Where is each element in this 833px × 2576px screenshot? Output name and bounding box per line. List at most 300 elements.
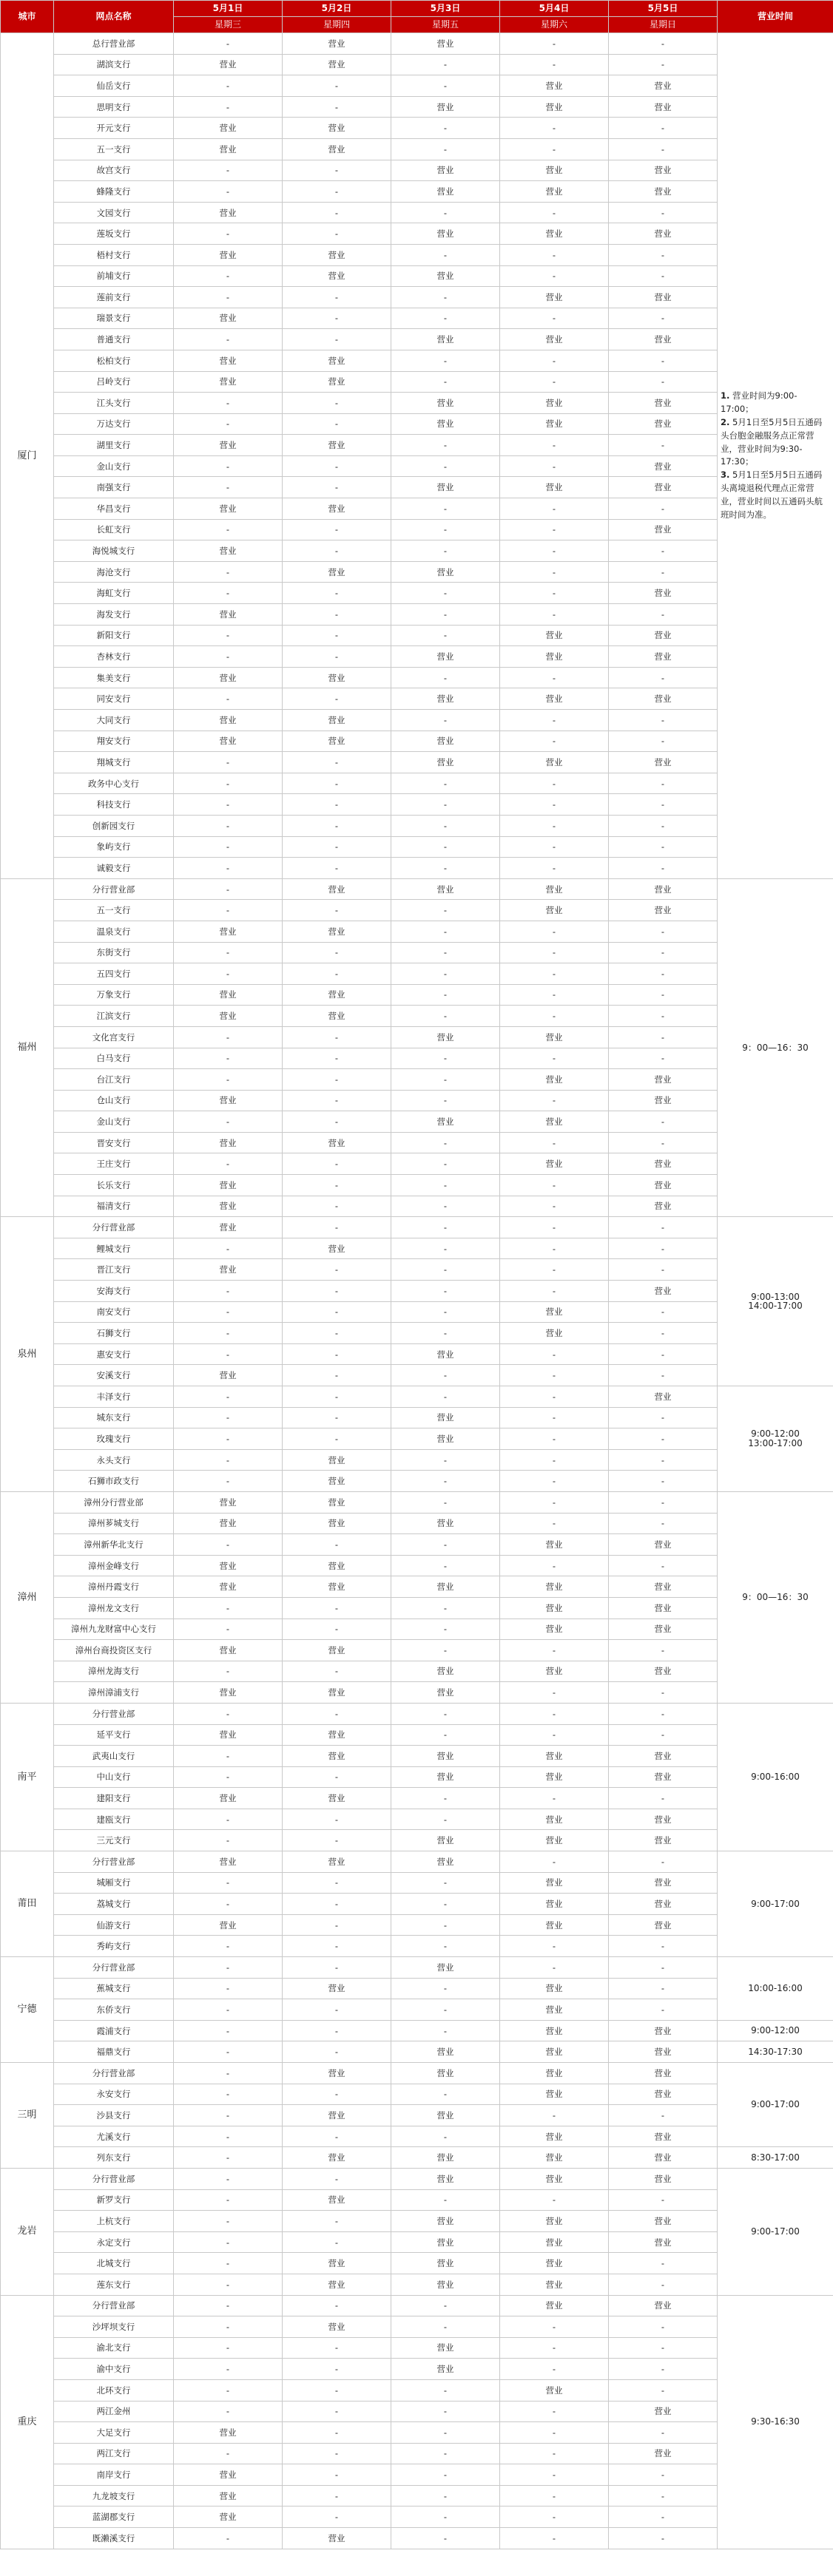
day-status-cell: - xyxy=(391,1365,500,1386)
table-row xyxy=(1,2253,833,2274)
day-status-cell: - xyxy=(609,1132,718,1153)
branch-name-cell: 思明支行 xyxy=(54,96,174,118)
day-status-cell: - xyxy=(609,1217,718,1238)
day-status-cell: 营业 xyxy=(174,984,283,1006)
day-status-cell: 营业 xyxy=(283,2105,391,2126)
table-row xyxy=(1,1851,833,1873)
city-cell: 漳州 xyxy=(1,1491,54,1703)
branch-name-cell: 翔城支行 xyxy=(54,752,174,773)
day-status-cell: - xyxy=(283,2485,391,2506)
day-status-cell: - xyxy=(174,2041,283,2063)
day-status-cell: - xyxy=(500,202,609,223)
day-status-cell: 营业 xyxy=(283,1788,391,1809)
branch-name-cell: 诚毅支行 xyxy=(54,858,174,879)
day-status-cell: - xyxy=(174,942,283,963)
day-status-cell: 营业 xyxy=(609,1281,718,1302)
header-weekday: 星期四 xyxy=(283,17,391,33)
day-status-cell: - xyxy=(174,1957,283,1979)
day-status-cell: 营业 xyxy=(283,1513,391,1534)
day-status-cell: - xyxy=(500,1343,609,1365)
day-status-cell: 营业 xyxy=(500,2168,609,2189)
table-row xyxy=(1,921,833,942)
branch-name-cell: 普通支行 xyxy=(54,329,174,350)
day-status-cell: 营业 xyxy=(283,1449,391,1471)
day-status-cell: 营业 xyxy=(500,2274,609,2295)
table-row xyxy=(1,836,833,858)
table-row xyxy=(1,1978,833,1999)
day-status-cell: - xyxy=(174,1661,283,1682)
day-status-cell: - xyxy=(391,836,500,858)
branch-name-cell: 分行营业部 xyxy=(54,1957,174,1979)
day-status-cell: - xyxy=(174,96,283,118)
day-status-cell: - xyxy=(391,371,500,393)
day-status-cell: 营业 xyxy=(391,1661,500,1682)
branch-name-cell: 杏林支行 xyxy=(54,646,174,668)
day-status-cell: 营业 xyxy=(283,921,391,942)
day-status-cell: 营业 xyxy=(500,1323,609,1344)
table-row xyxy=(1,900,833,921)
day-status-cell: 营业 xyxy=(174,2422,283,2444)
day-status-cell: - xyxy=(609,1936,718,1957)
day-status-cell: 营业 xyxy=(174,202,283,223)
day-status-cell: - xyxy=(609,942,718,963)
day-status-cell: 营业 xyxy=(283,33,391,55)
day-status-cell: 营业 xyxy=(609,160,718,181)
day-status-cell: 营业 xyxy=(609,2295,718,2316)
day-status-cell: - xyxy=(500,921,609,942)
day-status-cell: - xyxy=(283,2041,391,2063)
day-status-cell: - xyxy=(391,1217,500,1238)
branch-name-cell: 温泉支行 xyxy=(54,921,174,942)
day-status-cell: - xyxy=(174,1872,283,1894)
day-status-cell: 营业 xyxy=(609,625,718,646)
day-status-cell: - xyxy=(500,540,609,562)
day-status-cell: - xyxy=(500,858,609,879)
table-row xyxy=(1,1914,833,1936)
day-status-cell: - xyxy=(283,393,391,414)
day-status-cell: - xyxy=(500,2337,609,2359)
day-status-cell: - xyxy=(283,1914,391,1936)
day-status-cell: - xyxy=(283,2443,391,2464)
day-status-cell: 营业 xyxy=(609,477,718,498)
hours-cell xyxy=(718,1217,833,1386)
day-status-cell: 营业 xyxy=(283,2316,391,2338)
day-status-cell: - xyxy=(283,223,391,245)
day-status-cell: - xyxy=(283,1534,391,1556)
hours-note xyxy=(721,416,830,469)
day-status-cell: 营业 xyxy=(500,1661,609,1682)
day-status-cell: - xyxy=(174,2063,283,2084)
day-status-cell: - xyxy=(500,836,609,858)
branch-name-cell: 两江支行 xyxy=(54,2443,174,2464)
day-status-cell: 营业 xyxy=(174,1682,283,1704)
day-status-cell: 营业 xyxy=(609,2084,718,2105)
day-status-cell: - xyxy=(391,1471,500,1492)
day-status-cell: 营业 xyxy=(391,96,500,118)
table-row xyxy=(1,2316,833,2338)
day-status-cell: - xyxy=(174,583,283,604)
day-status-cell: 营业 xyxy=(391,646,500,668)
day-status-cell: 营业 xyxy=(283,1746,391,1767)
day-status-cell: - xyxy=(609,836,718,858)
day-status-cell: - xyxy=(391,540,500,562)
day-status-cell: 营业 xyxy=(609,2020,718,2041)
day-status-cell: 营业 xyxy=(609,223,718,245)
day-status-cell: - xyxy=(283,583,391,604)
branch-name-cell: 集美支行 xyxy=(54,667,174,688)
day-status-cell: 营业 xyxy=(391,731,500,752)
day-status-cell: 营业 xyxy=(500,329,609,350)
branch-name-cell: 晋江支行 xyxy=(54,1259,174,1281)
day-status-cell: 营业 xyxy=(391,2063,500,2084)
hours-line: 14:00-17:00 xyxy=(748,1301,803,1312)
day-status-cell: - xyxy=(391,1048,500,1069)
day-status-cell: - xyxy=(174,2084,283,2105)
day-status-cell: - xyxy=(174,1048,283,1069)
day-status-cell: 营业 xyxy=(609,2401,718,2422)
day-status-cell: - xyxy=(391,710,500,731)
day-status-cell: - xyxy=(500,1957,609,1979)
branch-name-cell: 福清支行 xyxy=(54,1196,174,1217)
day-status-cell: 营业 xyxy=(391,1343,500,1365)
day-status-cell: - xyxy=(609,2506,718,2528)
table-row xyxy=(1,2041,833,2063)
day-status-cell: - xyxy=(609,921,718,942)
table-row xyxy=(1,710,833,731)
day-status-cell: 营业 xyxy=(391,181,500,203)
day-status-cell: - xyxy=(174,1703,283,1724)
table-row xyxy=(1,1323,833,1344)
day-status-cell: - xyxy=(174,2189,283,2211)
day-status-cell: - xyxy=(609,1323,718,1344)
day-status-cell: - xyxy=(283,75,391,97)
day-status-cell: 营业 xyxy=(609,519,718,540)
day-status-cell: - xyxy=(500,2105,609,2126)
day-status-cell: - xyxy=(609,1238,718,1259)
branch-name-cell: 沙县支行 xyxy=(54,2105,174,2126)
day-status-cell: 营业 xyxy=(500,477,609,498)
day-status-cell: - xyxy=(391,1597,500,1619)
day-status-cell: - xyxy=(174,858,283,879)
branch-name-cell: 吕岭支行 xyxy=(54,371,174,393)
day-status-cell: - xyxy=(500,1386,609,1408)
branch-name-cell: 海虹支行 xyxy=(54,583,174,604)
day-status-cell: - xyxy=(174,455,283,477)
header-date: 5月5日 xyxy=(609,1,718,17)
day-status-cell: 营业 xyxy=(391,2041,500,2063)
branch-name-cell: 漳州龙海支行 xyxy=(54,1661,174,1682)
table-row xyxy=(1,2168,833,2189)
day-status-cell: - xyxy=(391,667,500,688)
day-status-cell: - xyxy=(283,2379,391,2401)
day-status-cell: - xyxy=(391,858,500,879)
day-status-cell: - xyxy=(391,1703,500,1724)
day-status-cell: 营业 xyxy=(391,477,500,498)
table-row xyxy=(1,498,833,520)
day-status-cell: 营业 xyxy=(174,118,283,139)
day-status-cell: - xyxy=(609,561,718,583)
day-status-cell: - xyxy=(500,2359,609,2380)
day-status-cell: - xyxy=(283,1026,391,1048)
day-status-cell: 营业 xyxy=(283,2528,391,2549)
day-status-cell: - xyxy=(500,1175,609,1196)
table-header xyxy=(1,1,833,33)
day-status-cell: 营业 xyxy=(500,1619,609,1640)
day-status-cell: - xyxy=(609,435,718,456)
day-status-cell: 营业 xyxy=(609,287,718,308)
day-status-cell: - xyxy=(500,2506,609,2528)
day-status-cell: - xyxy=(174,519,283,540)
day-status-cell: - xyxy=(391,900,500,921)
day-status-cell: - xyxy=(609,1957,718,1979)
table-row xyxy=(1,2401,833,2422)
day-status-cell: - xyxy=(391,1132,500,1153)
day-status-cell: - xyxy=(609,2105,718,2126)
table-row xyxy=(1,2422,833,2444)
day-status-cell: - xyxy=(609,984,718,1006)
table-row xyxy=(1,1513,833,1534)
branch-name-cell: 石狮支行 xyxy=(54,1323,174,1344)
day-status-cell: - xyxy=(283,181,391,203)
day-status-cell: - xyxy=(283,2295,391,2316)
day-status-cell: - xyxy=(174,2274,283,2295)
day-status-cell: 营业 xyxy=(283,1555,391,1576)
day-status-cell: 营业 xyxy=(391,1957,500,1979)
branch-name-cell: 松柏支行 xyxy=(54,350,174,371)
branch-name-cell: 建瓯支行 xyxy=(54,1809,174,1830)
day-status-cell: 营业 xyxy=(500,181,609,203)
day-status-cell: 营业 xyxy=(283,731,391,752)
day-status-cell: - xyxy=(609,1471,718,1492)
day-status-cell: - xyxy=(174,1153,283,1175)
city-cell: 重庆 xyxy=(1,2295,54,2549)
day-status-cell: - xyxy=(174,160,283,181)
day-status-cell: 营业 xyxy=(283,2274,391,2295)
day-status-cell: 营业 xyxy=(500,1894,609,1915)
branch-name-cell: 分行营业部 xyxy=(54,1217,174,1238)
day-status-cell: - xyxy=(500,1407,609,1428)
day-status-cell: - xyxy=(283,2168,391,2189)
branch-name-cell: 安海支行 xyxy=(54,1281,174,1302)
day-status-cell: 营业 xyxy=(391,2337,500,2359)
day-status-cell: - xyxy=(283,1090,391,1111)
day-status-cell: - xyxy=(609,1449,718,1471)
day-status-cell: - xyxy=(391,75,500,97)
day-status-cell: - xyxy=(391,963,500,985)
day-status-cell: 营业 xyxy=(609,1597,718,1619)
day-status-cell: 营业 xyxy=(283,1471,391,1492)
day-status-cell: - xyxy=(609,2485,718,2506)
day-status-cell: - xyxy=(500,1513,609,1534)
day-status-cell: 营业 xyxy=(174,1851,283,1873)
day-status-cell: - xyxy=(283,2084,391,2105)
day-status-cell: - xyxy=(500,2464,609,2486)
hours-cell: 9:00-17:00 xyxy=(718,1851,833,1957)
table-row xyxy=(1,413,833,435)
day-status-cell: 营业 xyxy=(391,2211,500,2232)
hours-line: 9:00-12:00 xyxy=(751,1428,800,1440)
day-status-cell: - xyxy=(174,1026,283,1048)
day-status-cell: - xyxy=(609,2422,718,2444)
table-row xyxy=(1,1238,833,1259)
branch-name-cell: 玫瑰支行 xyxy=(54,1428,174,1450)
day-status-cell: 营业 xyxy=(609,878,718,900)
day-status-cell: - xyxy=(174,815,283,836)
day-status-cell: - xyxy=(174,646,283,668)
day-status-cell: - xyxy=(174,1830,283,1851)
day-status-cell: 营业 xyxy=(609,688,718,710)
branch-name-cell: 长虹支行 xyxy=(54,519,174,540)
branch-name-cell: 瑞景支行 xyxy=(54,308,174,329)
day-status-cell: 营业 xyxy=(391,1851,500,1873)
table-row xyxy=(1,1999,833,2021)
day-status-cell: - xyxy=(283,625,391,646)
table-row xyxy=(1,2147,833,2169)
day-status-cell: 营业 xyxy=(283,1132,391,1153)
day-status-cell: 营业 xyxy=(174,1491,283,1513)
day-status-cell: 营业 xyxy=(500,2379,609,2401)
table-row xyxy=(1,519,833,540)
day-status-cell: 营业 xyxy=(174,244,283,265)
day-status-cell: - xyxy=(174,1809,283,1830)
day-status-cell: - xyxy=(283,1999,391,2021)
branch-name-cell: 北城支行 xyxy=(54,2253,174,2274)
day-status-cell: - xyxy=(283,900,391,921)
day-status-cell: 营业 xyxy=(609,2168,718,2189)
branch-name-cell: 永安支行 xyxy=(54,2084,174,2105)
day-status-cell: - xyxy=(609,1259,718,1281)
day-status-cell: 营业 xyxy=(174,604,283,626)
branch-name-cell: 漳州分行营业部 xyxy=(54,1491,174,1513)
branch-name-cell: 新罗支行 xyxy=(54,2189,174,2211)
day-status-cell: - xyxy=(500,33,609,55)
day-status-cell: 营业 xyxy=(391,393,500,414)
day-status-cell: - xyxy=(283,1111,391,1133)
day-status-cell: - xyxy=(391,455,500,477)
day-status-cell: 营业 xyxy=(174,2485,283,2506)
day-status-cell: - xyxy=(500,1196,609,1217)
table-row xyxy=(1,2485,833,2506)
table-row xyxy=(1,815,833,836)
day-status-cell: 营业 xyxy=(391,1111,500,1133)
day-status-cell: 营业 xyxy=(174,1175,283,1196)
day-status-cell: 营业 xyxy=(174,2464,283,2486)
day-status-cell: - xyxy=(391,2295,500,2316)
table-row xyxy=(1,2506,833,2528)
table-row xyxy=(1,1217,833,1238)
hours-cell xyxy=(718,33,833,879)
day-status-cell: - xyxy=(391,773,500,794)
day-status-cell: - xyxy=(391,1323,500,1344)
day-status-cell: 营业 xyxy=(283,265,391,287)
day-status-cell: 营业 xyxy=(283,54,391,75)
table-row xyxy=(1,2443,833,2464)
day-status-cell: - xyxy=(609,1724,718,1746)
day-status-cell: 营业 xyxy=(391,2147,500,2169)
table-row xyxy=(1,202,833,223)
day-status-cell: 营业 xyxy=(609,583,718,604)
table-row xyxy=(1,984,833,1006)
day-status-cell: - xyxy=(609,1006,718,1027)
day-status-cell: - xyxy=(391,1259,500,1281)
day-status-cell: 营业 xyxy=(391,2253,500,2274)
day-status-cell: - xyxy=(283,1323,391,1344)
day-status-cell: - xyxy=(283,2231,391,2253)
day-status-cell: - xyxy=(283,519,391,540)
day-status-cell: - xyxy=(174,2359,283,2380)
day-status-cell: 营业 xyxy=(609,752,718,773)
branch-name-cell: 同安支行 xyxy=(54,688,174,710)
day-status-cell: - xyxy=(500,1238,609,1259)
branch-name-cell: 创新园支行 xyxy=(54,815,174,836)
day-status-cell: - xyxy=(174,223,283,245)
branch-name-cell: 荔城支行 xyxy=(54,1894,174,1915)
city-cell: 泉州 xyxy=(1,1217,54,1492)
day-status-cell: 营业 xyxy=(283,1640,391,1661)
day-status-cell: 营业 xyxy=(500,1914,609,1936)
day-status-cell: - xyxy=(500,1259,609,1281)
table-row xyxy=(1,265,833,287)
table-row xyxy=(1,1766,833,1788)
day-status-cell: - xyxy=(500,731,609,752)
day-status-cell: 营业 xyxy=(500,1111,609,1133)
day-status-cell: - xyxy=(609,1555,718,1576)
branch-name-cell: 九龙坡支行 xyxy=(54,2485,174,2506)
branch-name-cell: 建阳支行 xyxy=(54,1788,174,1809)
day-status-cell: 营业 xyxy=(174,1576,283,1598)
hours-note-number: 2. xyxy=(721,416,730,427)
hours-cell: 8:30-17:00 xyxy=(718,2147,833,2169)
day-status-cell: - xyxy=(500,1281,609,1302)
table-row xyxy=(1,1281,833,1302)
day-status-cell: - xyxy=(174,287,283,308)
day-status-cell: 营业 xyxy=(391,1407,500,1428)
day-status-cell: - xyxy=(391,1153,500,1175)
day-status-cell: - xyxy=(391,2506,500,2528)
day-status-cell: - xyxy=(174,2105,283,2126)
table-row xyxy=(1,329,833,350)
day-status-cell: 营业 xyxy=(500,625,609,646)
branch-name-cell: 海沧支行 xyxy=(54,561,174,583)
day-status-cell: 营业 xyxy=(609,1619,718,1640)
day-status-cell: 营业 xyxy=(174,350,283,371)
day-status-cell: - xyxy=(174,33,283,55)
day-status-cell: 营业 xyxy=(609,1894,718,1915)
day-status-cell: - xyxy=(500,1724,609,1746)
branch-name-cell: 漳州台商投资区支行 xyxy=(54,1640,174,1661)
table-row xyxy=(1,858,833,879)
day-status-cell: - xyxy=(283,1830,391,1851)
day-status-cell: 营业 xyxy=(391,1576,500,1598)
day-status-cell: - xyxy=(391,2379,500,2401)
day-status-cell: 营业 xyxy=(174,54,283,75)
day-status-cell: - xyxy=(283,329,391,350)
day-status-cell: 营业 xyxy=(500,160,609,181)
day-status-cell: - xyxy=(174,1471,283,1492)
day-status-cell: - xyxy=(609,1343,718,1365)
day-status-cell: 营业 xyxy=(500,900,609,921)
day-status-cell: - xyxy=(609,1682,718,1704)
day-status-cell: - xyxy=(283,942,391,963)
hours-cell xyxy=(718,1386,833,1492)
table-row xyxy=(1,1597,833,1619)
day-status-cell: - xyxy=(500,710,609,731)
branch-name-cell: 霞浦支行 xyxy=(54,2020,174,2041)
table-row xyxy=(1,2063,833,2084)
day-status-cell: - xyxy=(609,308,718,329)
day-status-cell: - xyxy=(500,942,609,963)
day-status-cell: - xyxy=(174,561,283,583)
